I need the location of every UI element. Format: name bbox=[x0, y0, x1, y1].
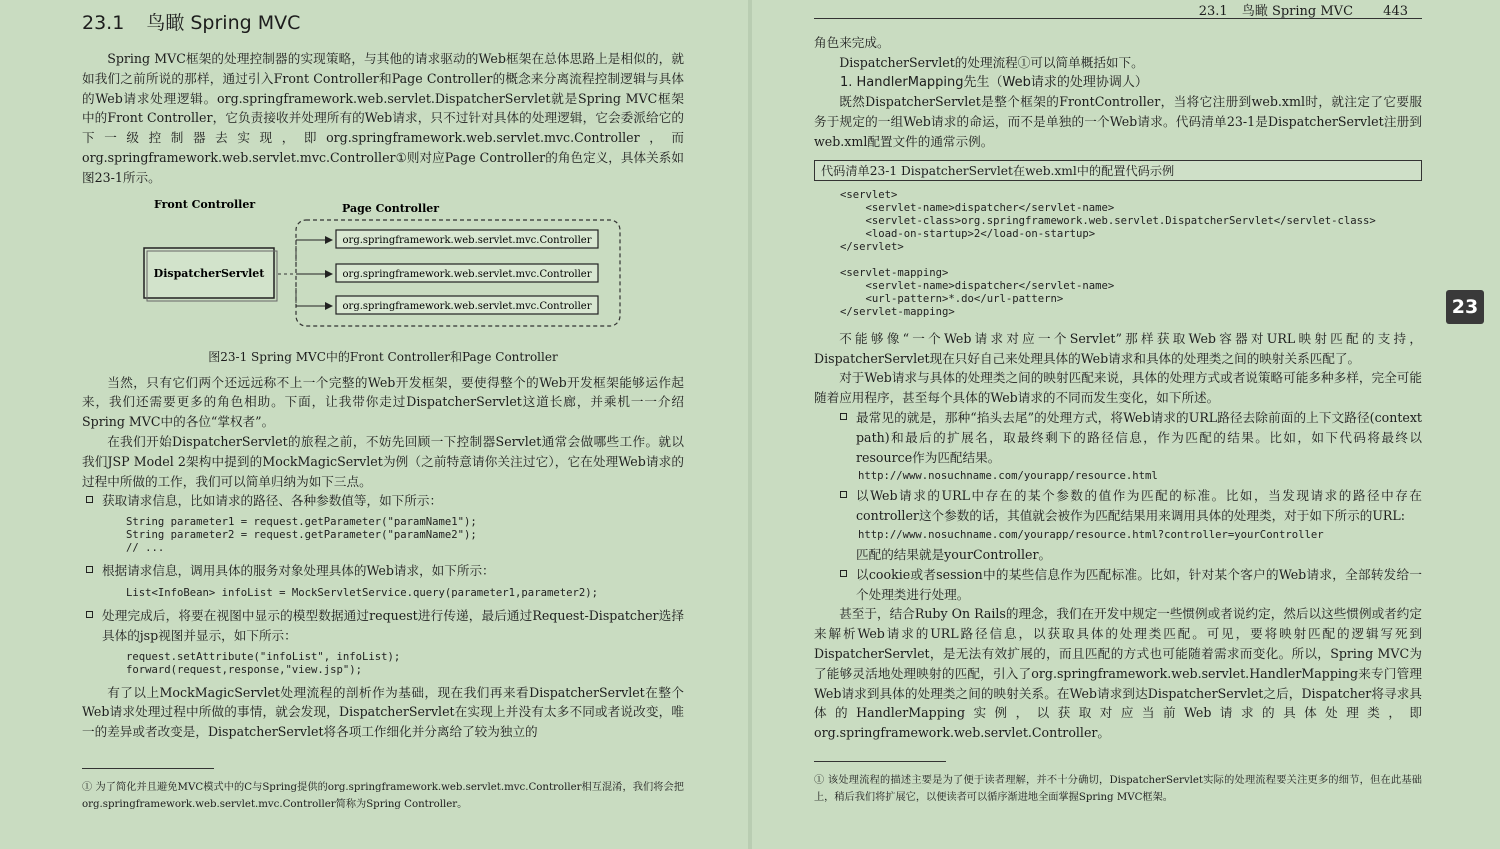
bullet-square-icon bbox=[840, 413, 847, 420]
front-controller-label: Front Controller bbox=[154, 197, 256, 211]
bullet-square-icon bbox=[840, 491, 847, 498]
url-example-1: http://www.nosuchname.com/yourapp/resource.html bbox=[858, 470, 1158, 483]
code-snippet-1: String parameter1 = request.getParameter("paramName1"); String parameter2 = request.getParameter("paramName2"); // ... bbox=[126, 516, 477, 555]
controller-label-1: org.springframework.web.servlet.mvc.Controller bbox=[342, 234, 592, 246]
footnote-left: ① 为了简化并且避免MVC模式中的C与Spring提供的org.springframework.web.servlet.mvc.Controller相互混淆，我们将会把org.springframework.web.servlet.mvc.Controller简称为Spring Controller。 bbox=[82, 781, 684, 810]
paragraph-3: 在我们开始DispatcherServlet的旅程之前，不妨先回顾一下控制器Servlet通常会做哪些工作。就以我们JSP Model 2架构中提到的MockMagicServlet为例（之前特意请你关注过它），它在处理Web请求的过程中所做的工作，我们可以简单归纳为如下三点。 bbox=[82, 433, 684, 489]
page-number: 443 bbox=[1383, 4, 1408, 19]
figure-caption: 图23-1 Spring MVC中的Front Controller和Page Controller bbox=[208, 349, 558, 364]
bullet-r3-text: 以cookie或者session中的某些信息作为匹配标准。比如，针对某个客户的Web请求，全部转发给一个处理类进行处理。 bbox=[856, 566, 1422, 602]
section-number: 23.1 bbox=[82, 12, 125, 34]
bullet-2-text: 根据请求信息，调用具体的服务对象处理具体的Web请求，如下所示： bbox=[102, 563, 495, 579]
code-listing-23-1: <servlet> <servlet-name>dispatcher</servlet-name> <servlet-class>org.springframework.web.servlet.DispatcherServlet</servlet-class> <load-on-startup>2</load-on-startup> </servlet> <servlet-mapping> <servlet-name>dispatcher</servlet-name> <url-pattern>*.do</url-pattern> </servlet-mapping> bbox=[840, 188, 1376, 318]
header-title: 鸟瞰 Spring MVC bbox=[1241, 4, 1354, 19]
page-controller-label: Page Controller bbox=[342, 201, 440, 215]
section-title: 鸟瞰 Spring MVC bbox=[146, 12, 301, 34]
dispatcher-label: DispatcherServlet bbox=[153, 266, 265, 280]
header-section-number: 23.1 bbox=[1198, 4, 1228, 19]
bullet-r2-text: 以Web请求的URL中存在的某个参数的值作为匹配的标准。比如，当发现请求的路径中存在controller这个参数的话，其值就会被作为匹配结果用来调用具体的处理类，对于如下所示的URL: bbox=[856, 488, 1422, 524]
bullet-r2 bbox=[836, 486, 1422, 526]
right-page bbox=[752, 0, 1500, 849]
url-example-2: http://www.nosuchname.com/yourapp/resource.html?controller=yourController bbox=[858, 528, 1324, 541]
controller-label-2: org.springframework.web.servlet.mvc.Controller bbox=[342, 268, 592, 280]
paragraph-handlermapping-intro: 甚至于，结合Ruby On Rails的理念，我们在开发中规定一些惯例或者说约定，然后以这些惯例或者约定来解析Web请求的URL路径信息，以获取具体的处理类匹配。可见，要将映射匹配的逻辑写死到DispatcherServlet，是无法有效扩展的，而且匹配的方式也可能随着需求而变化。所以，Spring MVC为了能够灵活地处理映射的匹配，引入了org.springframework.web.servlet.HandlerMapping来专门管理Web请求到具体的处理类之间的映射关系。在Web请求到达DispatcherServlet之后，Dispatcher将寻求具体的HandlerMapping实例，以获取对应当前Web请求的具体处理类，即org.springframework.web.servlet.Controller。 bbox=[814, 606, 1422, 741]
listing-title: 代码清单23-1 DispatcherServlet在web.xml中的配置代码示例 bbox=[814, 160, 1422, 181]
paragraph-flow: DispatcherServlet的处理流程①可以简单概括如下。 bbox=[839, 54, 1144, 70]
bullet-3-text: 处理完成后，将要在视图中显示的模型数据通过request进行传递，最后通过Request-Dispatcher选择具体的jsp视图并显示，如下所示： bbox=[102, 607, 684, 643]
paragraph-mapping-strategies: 对于Web请求与具体的处理类之间的映射匹配来说，具体的处理方式或者说策略可能多种多样，完全可能随着应用程序，甚至每个具体的Web请求的不同而发生变化，如下所述。 bbox=[814, 370, 1422, 406]
running-header bbox=[814, 0, 1422, 19]
controller-label-3: org.springframework.web.servlet.mvc.Controller bbox=[342, 300, 592, 312]
controller-diagram bbox=[82, 192, 684, 342]
bullet-1 bbox=[82, 491, 684, 511]
bullet-square-icon bbox=[840, 570, 847, 577]
bullet-3 bbox=[82, 606, 684, 646]
paragraph-intro: Spring MVC框架的处理控制器的实现策略，与其他的请求驱动的Web框架在总体思路上是相似的，就如我们之前所说的那样，通过引入Front Controller和Page Controller的概念来分离流程控制逻辑与具体的Web请求处理逻辑。org.springframework.web.servlet.DispatcherServlet就是Spring MVC框架中的Front Controller，它负责接收并处理所有的Web请求，只不过针对具体的处理逻辑，它会委派给它的下一级控制器去实现，即org.springframework.web.servlet.mvc.Controller，而org.springframework.web.servlet.mvc.Controller①则对应Page Controller的角色定义，具体关系如图23-1所示。 bbox=[82, 51, 684, 185]
match-result-text: 匹配的结果就是yourController。 bbox=[856, 546, 1052, 562]
paragraph-2: 当然，只有它们两个还远远称不上一个完整的Web开发框架，要使得整个的Web开发框架能够运作起来，我们还需要更多的角色相助。下面，让我带你走过DispatcherServlet这道长廊，并乘机一一介绍Spring MVC中的各位“掌权者”。 bbox=[82, 374, 684, 430]
subheading-handlermapping: 1. HandlerMapping先生（Web请求的处理协调人） bbox=[840, 74, 1148, 90]
bullet-r3 bbox=[836, 565, 1422, 605]
footnote-right: ① 该处理流程的描述主要是为了便于读者理解，并不十分确切，DispatcherServlet实际的处理流程要关注更多的细节，但在此基础上，稍后我们将扩展它，以便读者可以循序渐进地全面掌握Spring MVC框架。 bbox=[814, 774, 1422, 803]
bullet-2 bbox=[82, 561, 684, 581]
code-snippet-3: request.setAttribute("infoList", infoList); forward(request,response,"view.jsp"); bbox=[126, 650, 401, 676]
bullet-square-icon bbox=[86, 611, 93, 618]
bullet-1-text: 获取请求信息，比如请求的路径、各种参数值等，如下所示： bbox=[102, 493, 443, 509]
bullet-square-icon bbox=[86, 496, 93, 503]
left-page bbox=[0, 0, 748, 849]
bullet-square-icon bbox=[86, 566, 93, 573]
paragraph-mapping-support: 不能够像“一个Web请求对应一个Servlet”那样获取Web容器对URL映射匹配的支持，DispatcherServlet现在只好自己来处理具体的Web请求和具体的处理类之间的映射关系匹配了。 bbox=[814, 330, 1422, 366]
bullet-r1-text: 最常见的就是，那种“掐头去尾”的处理方式，将Web请求的URL路径去除前面的上下文路径(context path)和最后的扩展名，取最终剩下的路径信息，作为匹配的结果。比如，如下代码将最终以resource作为匹配结果。 bbox=[856, 409, 1422, 465]
footnote-divider bbox=[82, 768, 214, 769]
figure-23-1 bbox=[82, 192, 684, 342]
paragraph-dispatcher-registration: 既然DispatcherServlet是整个框架的FrontController，当将它注册到web.xml时，就注定了它要服务于规定的一组Web请求的命运，而不是单独的一个Web请求。代码清单23-1是DispatcherServlet注册到web.xml配置文件的通常示例。 bbox=[814, 94, 1422, 149]
section-heading bbox=[82, 8, 684, 35]
code-snippet-2: List<InfoBean> infoList = MockServletService.query(parameter1,parameter2); bbox=[126, 586, 598, 599]
paragraph-continued: 角色来完成。 bbox=[814, 35, 890, 50]
paragraph-4: 有了以上MockMagicServlet处理流程的剖析作为基础，现在我们再来看DispatcherServlet在整个Web请求处理过程中所做的事情，就会发现，DispatcherServlet在实现上并没有太多不同或者说改变，唯一的差异或者改变是，DispatcherServlet将各项工作细化并分离给了较为独立的 bbox=[82, 684, 684, 740]
bullet-r1 bbox=[836, 408, 1422, 467]
chapter-tab: 23 bbox=[1446, 290, 1484, 324]
footnote-divider bbox=[814, 761, 946, 762]
